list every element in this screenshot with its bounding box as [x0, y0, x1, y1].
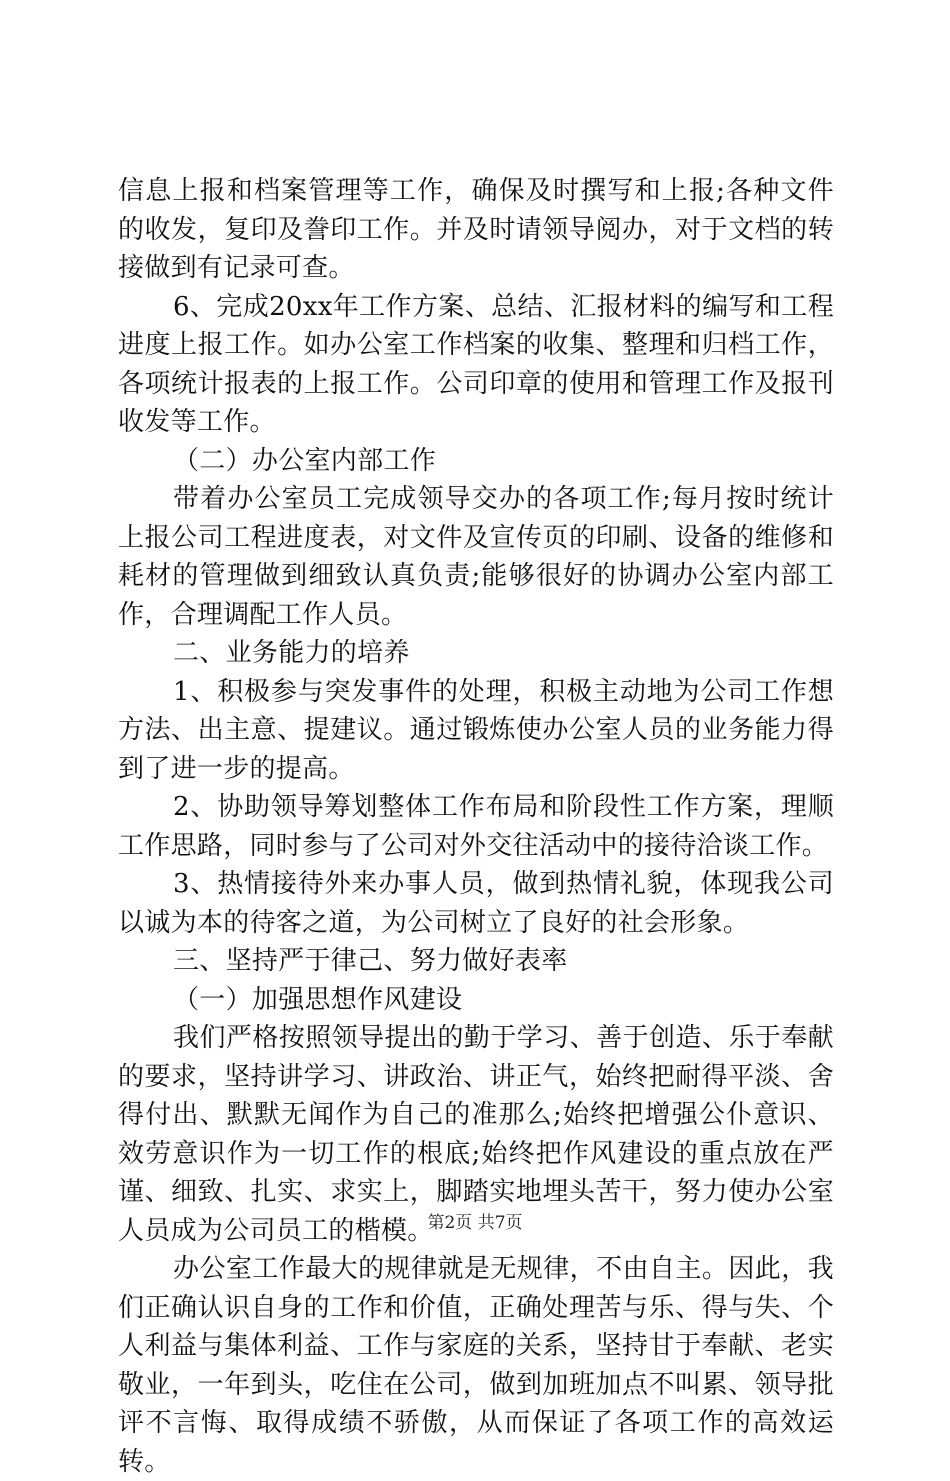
section-heading-self-discipline: 三、坚持严于律己、努力做好表率	[173, 946, 568, 976]
section-heading-office-internal: （二）办公室内部工作	[173, 445, 437, 476]
section-heading-work-style: （一）加强思想作风建设	[173, 984, 463, 1015]
paragraph-item-6: 6、完成20xx年工作方案、总结、汇报材料的编写和工程进度上报工作。如办公室工作档案的收集、整理和归档工作，各项统计报表的上报工作。公司印章的使用和管理工作及报刊收发等工作。	[118, 291, 834, 437]
document-body	[118, 172, 834, 1481]
paragraph-office-internal: 带着办公室员工完成领导交办的各项工作;每月按时统计上报公司工程进度表，对文件及宣传页的印刷、设备的维修和耗材的管理做到细致认真负责;能够很好的协调办公室内部工作，合理调配工作人员。	[118, 484, 834, 630]
paragraph-item-2: 2、协助领导筹划整体工作布局和阶段性工作方案，理顺工作思路，同时参与了公司对外交往活动中的接待洽谈工作。	[118, 792, 834, 861]
paragraph-item-1: 1、积极参与突发事件的处理，积极主动地为公司工作想方法、出主意、提建议。通过锻炼使办公室人员的业务能力得到了进一步的提高。	[118, 676, 834, 784]
paragraph-work-style: 我们严格按照领导提出的勤于学习、善于创造、乐于奉献的要求，坚持讲学习、讲政治、讲正气，始终把耐得平淡、舍得付出、默默无闻作为自己的准那么;始终把增强公仆意识、效劳意识作为一切工作的根底;始终把作风建设的重点放在严谨、细致、扎实、求实上，脚踏实地埋头苦干，努力使办公室人员成为公司员工的楷模。	[118, 1023, 834, 1246]
paragraph-office-rules: 办公室工作最大的规律就是无规律，不由自主。因此，我们正确认识自身的工作和价值，正确处理苦与乐、得与失、个人利益与集体利益、工作与家庭的关系，坚持甘于奉献、老实敬业，一年到头，吃住在公司，做到加班加点不叫累、领导批评不言悔、取得成绩不骄傲，从而保证了各项工作的高效运转。	[118, 1254, 834, 1477]
paragraph-item-3: 3、热情接待外来办事人员，做到热情礼貌，体现我公司以诚为本的待客之道，为公司树立了良好的社会形象。	[118, 869, 834, 938]
paragraph-continuation: 信息上报和档案管理等工作，确保及时撰写和上报;各种文件的收发，复印及誊印工作。并及时请领导阅办，对于文档的转接做到有记录可查。	[118, 176, 834, 283]
section-heading-business-ability: 二、业务能力的培养	[173, 638, 410, 668]
page-number-footer: 第2页 共7页	[427, 1213, 523, 1233]
